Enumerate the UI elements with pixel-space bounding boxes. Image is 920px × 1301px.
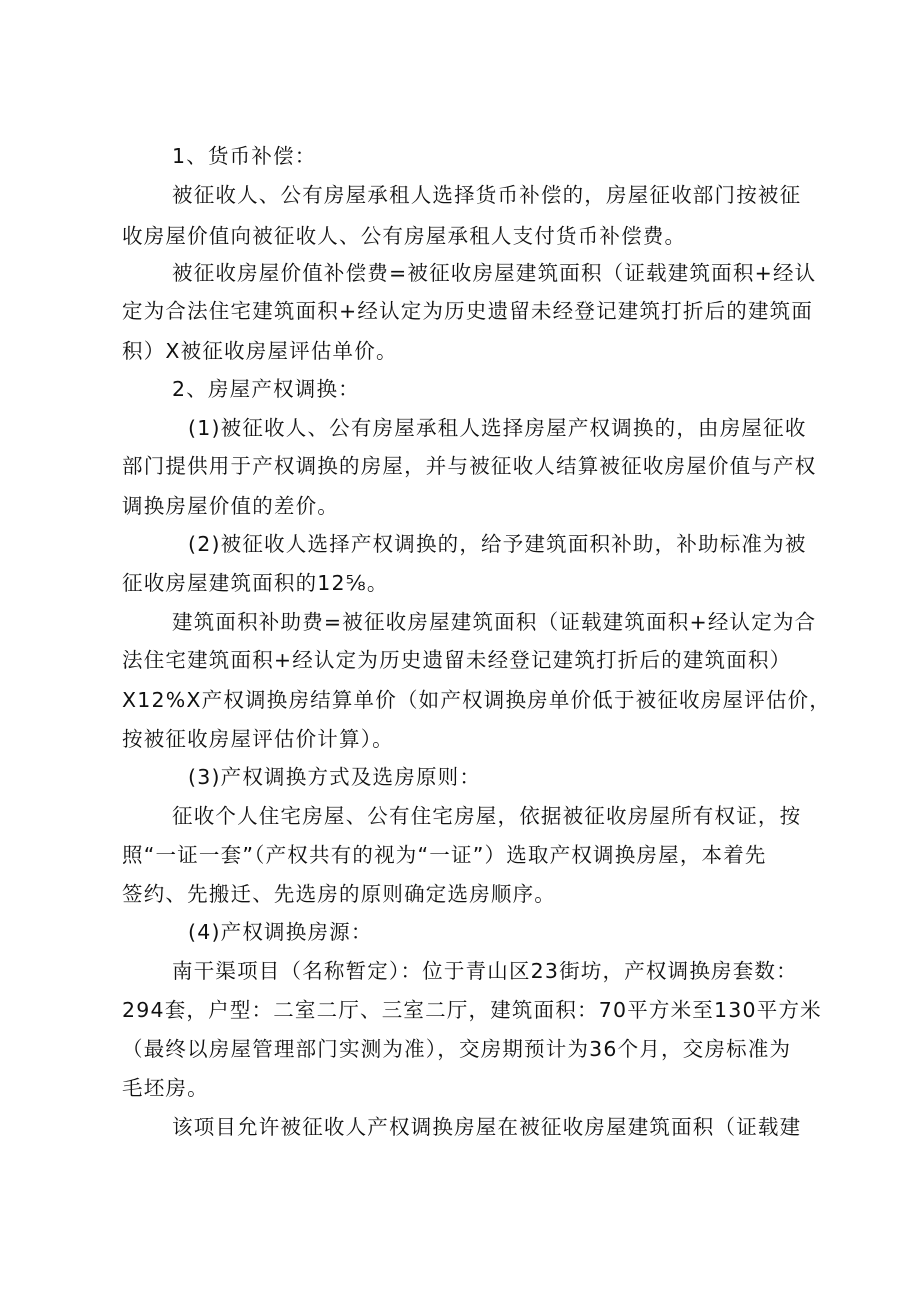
paragraph-line: 征收个人住宅房屋、公有住宅房屋，依据被征收房屋所有权证，按 (172, 804, 802, 828)
paragraph-line: 积）X被征收房屋评估单价。 (122, 339, 398, 363)
paragraph-line: （最终以房屋管理部门实测为准），交房期预计为36个月，交房标准为 (122, 1037, 792, 1061)
paragraph-line: 法住宅建筑面积+经认定为历史遗留未经登记建筑打折后的建筑面积） (122, 648, 792, 672)
paragraph-line: 照“一证一套”（产权共有的视为“一证”）选取产权调换房屋，本着先 (122, 843, 767, 867)
paragraph-line: 签约、先搬迁、先选房的原则确定选房顺序。 (122, 882, 556, 906)
paragraph-line: 被征收人、公有房屋承租人选择货币补偿的，房屋征收部门按被征 (172, 183, 802, 207)
paragraph-line: 定为合法住宅建筑面积+经认定为历史遗留未经登记建筑打折后的建筑面 (122, 299, 814, 323)
paragraph-line: (2)被征收人选择产权调换的，给予建筑面积补助，补助标准为被 (188, 532, 807, 556)
paragraph-line: 该项目允许被征收人产权调换房屋在被征收房屋建筑面积（证载建 (172, 1115, 802, 1139)
paragraph-line: 建筑面积补助费=被征收房屋建筑面积（证载建筑面积+经认定为合 (172, 610, 817, 634)
heading-exchange-method: (3)产权调换方式及选房原则： (188, 765, 482, 789)
paragraph-line: (1)被征收人、公有房屋承租人选择房屋产权调换的，由房屋征收 (188, 416, 807, 440)
paragraph-line: 部门提供用于产权调换的房屋，并与被征收人结算被征收房屋价值与产权 (122, 454, 817, 478)
heading-property-exchange: 2、房屋产权调换： (172, 377, 360, 401)
heading-housing-source: (4)产权调换房源： (188, 920, 373, 944)
paragraph-line: X12%X产权调换房结算单价（如产权调换房单价低于被征收房屋评估价， (122, 688, 831, 712)
paragraph-line: 294套，户型：二室二厅、三室二厅，建筑面积：70平方米至130平方米 (122, 998, 822, 1022)
paragraph-line: 被征收房屋价值补偿费=被征收房屋建筑面积（证载建筑面积+经认 (172, 261, 817, 285)
paragraph-line: 征收房屋建筑面积的12⅝。 (122, 571, 389, 595)
paragraph-line: 毛坯房。 (122, 1076, 209, 1100)
paragraph-line: 收房屋价值向被征收人、公有房屋承租人支付货币补偿费。 (122, 224, 687, 248)
paragraph-line: 按被征收房屋评估价计算）。 (122, 727, 394, 751)
paragraph-line: 调换房屋价值的差价。 (122, 494, 339, 518)
paragraph-line: 南干渠项目（名称暂定）：位于青山区23街坊，产权调换房套数： (172, 959, 798, 983)
heading-monetary-compensation: 1、货币补偿： (172, 144, 317, 168)
